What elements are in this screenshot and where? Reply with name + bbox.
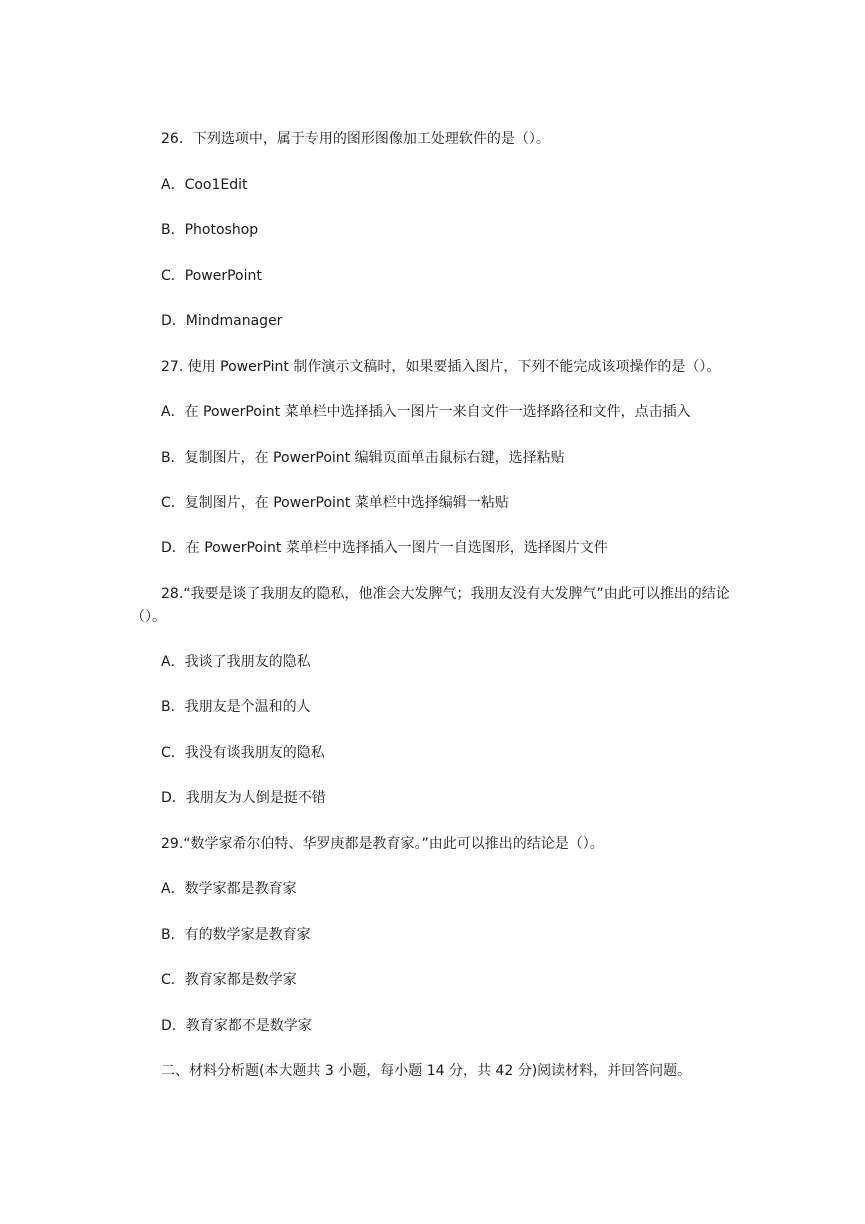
- question-27: 27. 使用 PowerPint 制作演示文稿时，如果要插入图片，下列不能完成该项操作的是（）。: [161, 359, 721, 375]
- q29-option-d: D．教育家都不是数学家: [161, 1018, 312, 1034]
- q28-option-a: A．我谈了我朋友的隐私: [161, 654, 311, 670]
- q29-option-b: B．有的数学家是教育家: [161, 927, 311, 943]
- q28-option-d: D．我朋友为人倒是挺不错: [161, 790, 326, 806]
- q27-option-d: D．在 PowerPoint 菜单栏中选择插入一图片一自选图形，选择图片文件: [161, 540, 608, 556]
- question-29: 29.“数学家希尔伯特、华罗庚都是教育家。”由此可以推出的结论是（）。: [161, 836, 604, 852]
- section-heading-material-analysis: 二、材料分析题(本大题共 3 小题，每小题 14 分，共 42 分)阅读材料，并回答问题。: [161, 1063, 692, 1079]
- question-28: 28.“我要是谈了我朋友的隐私，他准会大发脾气；我朋友没有大发脾气”由此可以推出的结论（）。: [131, 586, 730, 625]
- q26-option-a: A．Coo1Edit: [161, 177, 248, 193]
- q26-option-c: C．PowerPoint: [161, 268, 262, 284]
- q28-option-b: B．我朋友是个温和的人: [161, 699, 311, 715]
- question-26: 26．下列选项中，属于专用的图形图像加工处理软件的是（）。: [161, 131, 550, 147]
- q27-option-b: B．复制图片，在 PowerPoint 编辑页面单击鼠标右键，选择粘贴: [161, 450, 565, 466]
- q27-option-a: A．在 PowerPoint 菜单栏中选择插入一图片一来自文件一选择路径和文件，点击插入: [161, 404, 691, 420]
- q26-option-d: D．Mindmanager: [161, 313, 283, 329]
- q28-option-c: C．我没有谈我朋友的隐私: [161, 745, 325, 761]
- q29-option-a: A．数学家都是教育家: [161, 881, 297, 897]
- q29-option-c: C．教育家都是数学家: [161, 972, 297, 988]
- q27-option-c: C．复制图片，在 PowerPoint 菜单栏中选择编辑一粘贴: [161, 495, 509, 511]
- q26-option-b: B．Photoshop: [161, 222, 259, 238]
